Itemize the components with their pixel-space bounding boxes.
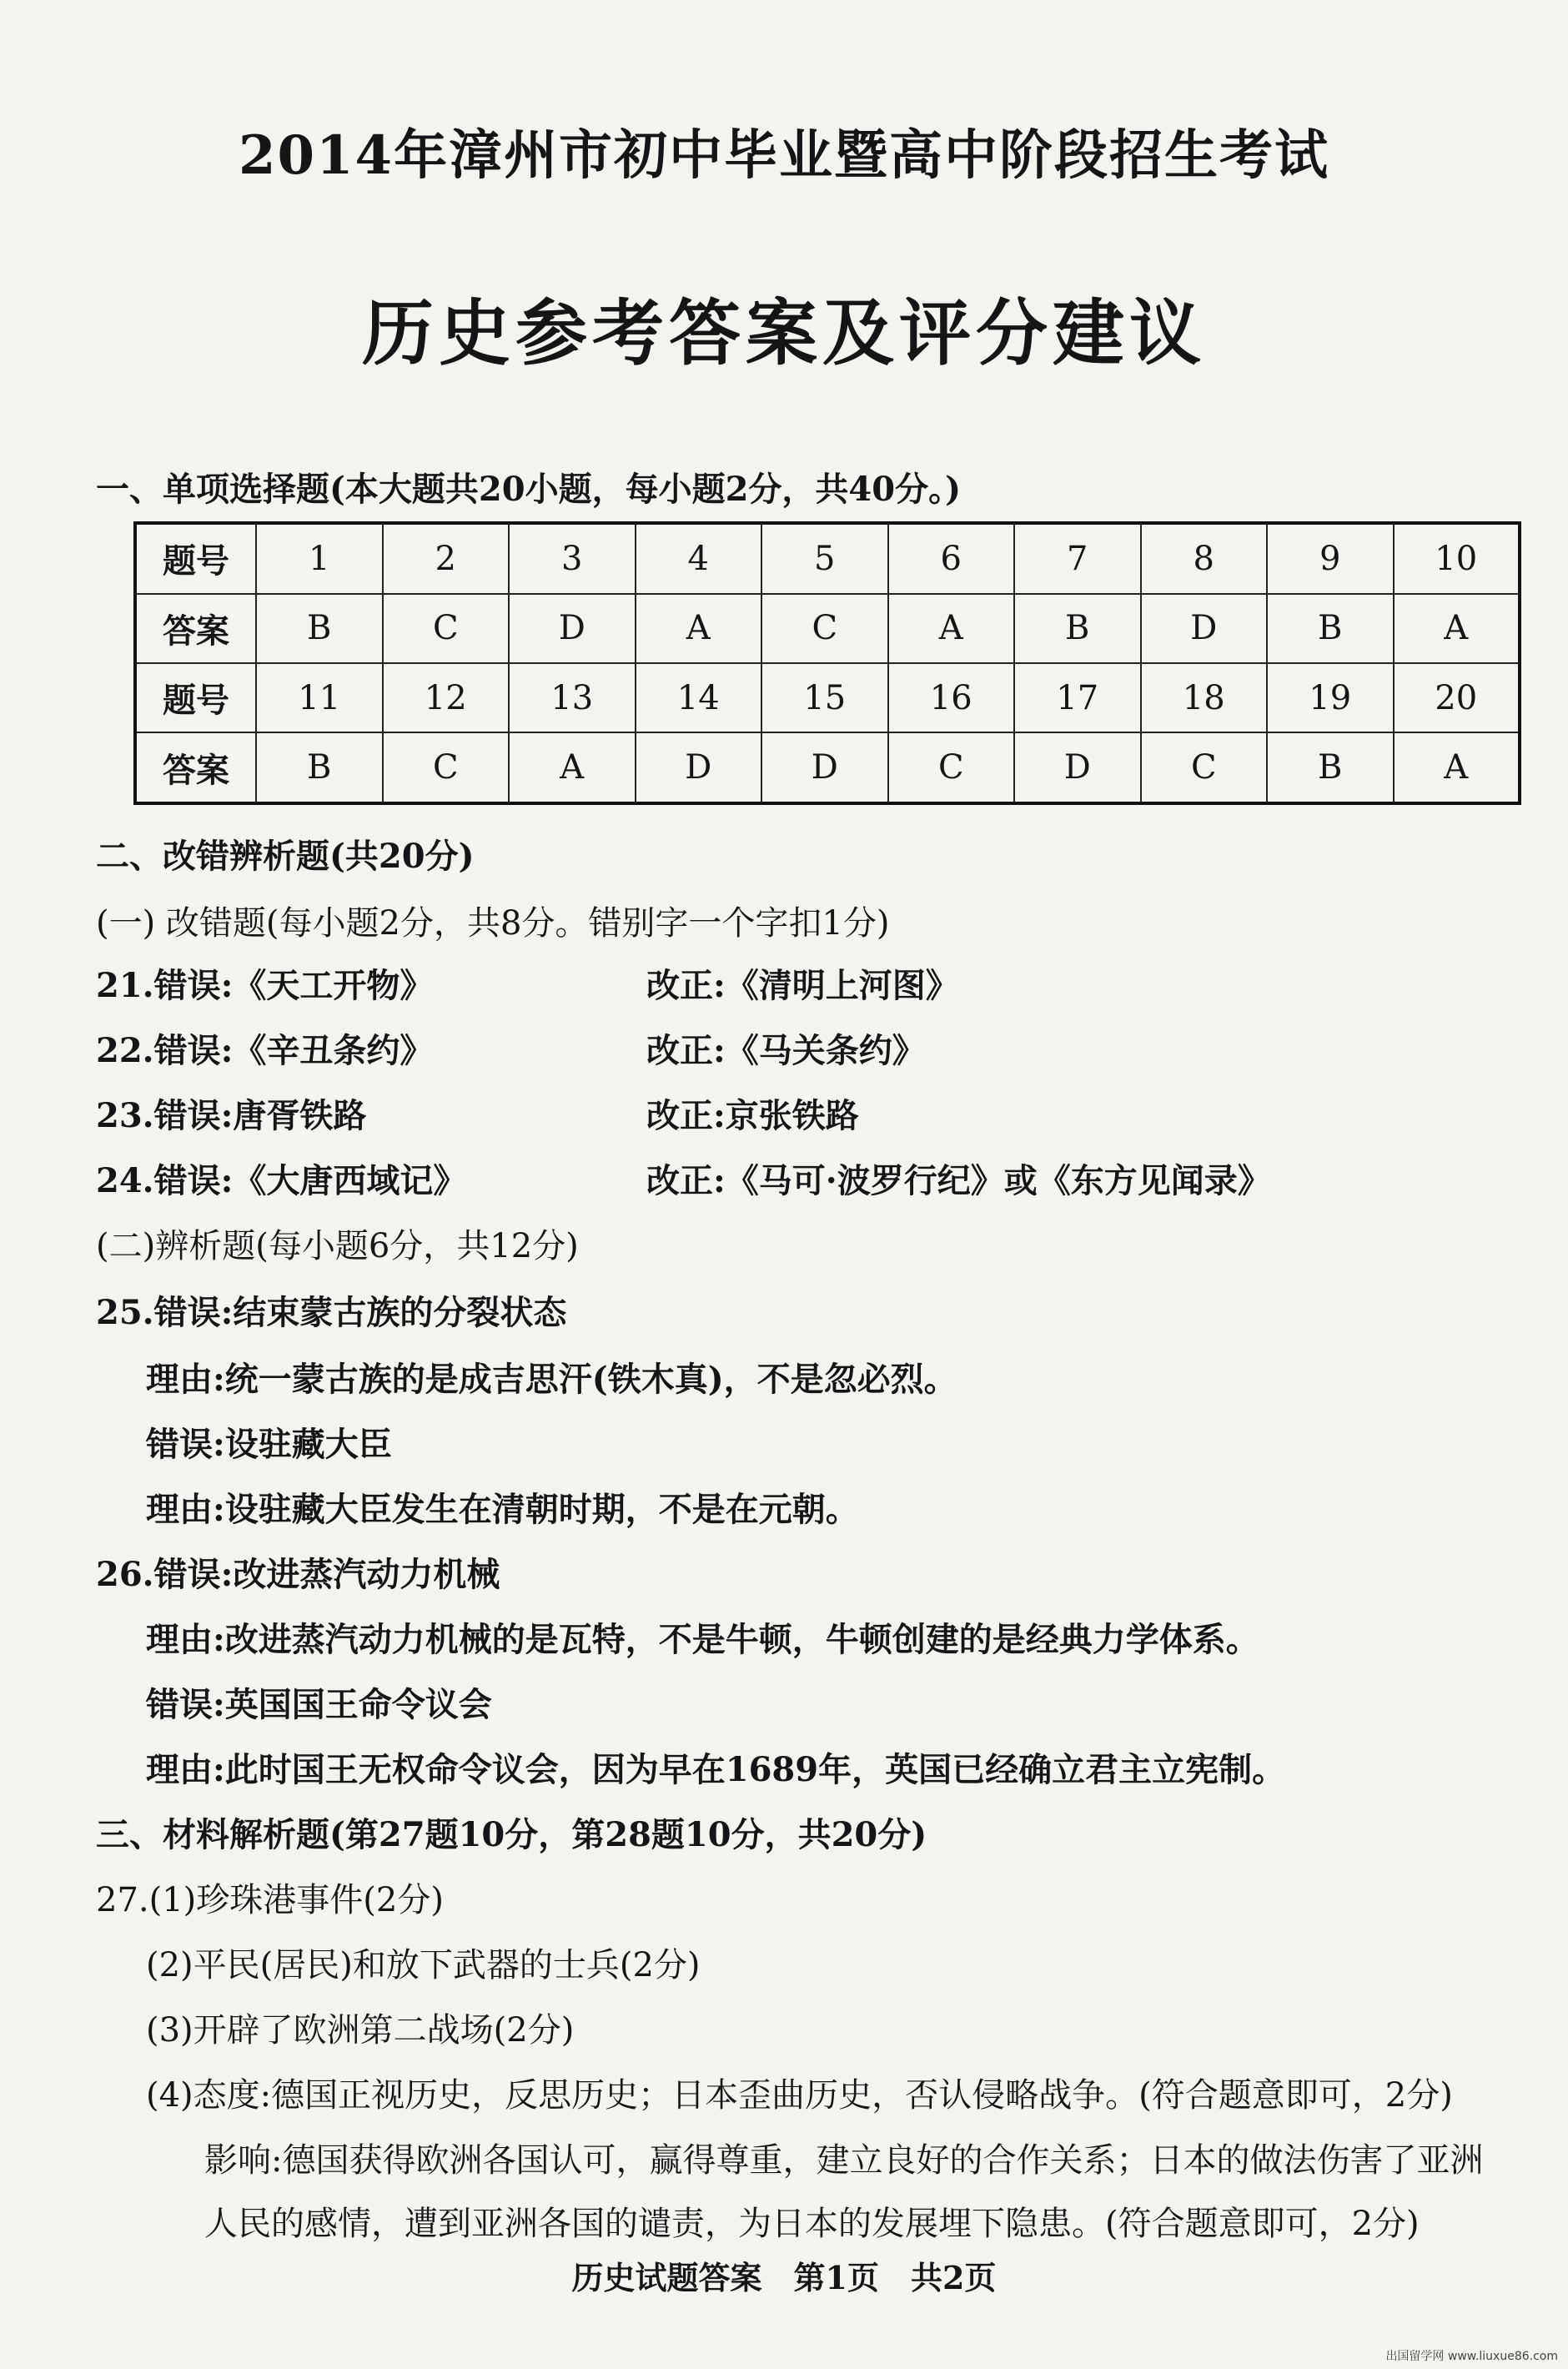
table-row — [135, 523, 1520, 594]
table-cell: B — [256, 594, 383, 663]
page-footer: 历史试题答案 第1页 共2页 — [571, 2259, 997, 2296]
row-label: 题号 — [135, 663, 256, 732]
table-cell: 19 — [1267, 663, 1394, 732]
table-cell: D — [636, 732, 762, 803]
table-cell: 8 — [1141, 523, 1268, 594]
table-cell: B — [1014, 594, 1141, 663]
table-cell: D — [761, 732, 888, 803]
q25-line4: 理由:设驻藏大臣发生在清朝时期，不是在元朝。 — [146, 1490, 859, 1529]
table-cell: C — [888, 732, 1015, 803]
q21-wrong: 21.错误:《天工开物》 — [96, 966, 434, 1005]
table-cell: 7 — [1014, 523, 1141, 594]
q27-line4: (4)态度:德国正视历史，反思历史；日本歪曲历史，否认侵略战争。(符合题意即可，2分) — [146, 2076, 1453, 2115]
document-subtitle: 历史参考答案及评分建议 — [362, 291, 1206, 375]
table-row — [135, 594, 1520, 663]
section1-heading: 一、单项选择题(本大题共20小题，每小题2分，共40分。) — [96, 470, 962, 509]
section2-heading: 二、改错辨析题(共20分) — [96, 837, 475, 876]
part2-heading: (二)辨析题(每小题6分，共12分) — [96, 1227, 579, 1265]
q24-wrong: 24.错误:《大唐西域记》 — [96, 1161, 467, 1200]
table-cell: C — [383, 732, 510, 803]
table-cell: C — [761, 594, 888, 663]
q26-line1: 26.错误:改进蒸汽动力机械 — [96, 1555, 500, 1594]
table-cell: C — [1141, 732, 1268, 803]
q27-line6: 人民的感情，遭到亚洲各国的谴责，为日本的发展埋下隐患。(符合题意即可，2分) — [204, 2205, 1420, 2243]
table-cell: 12 — [383, 663, 510, 732]
q26-line4: 理由:此时国王无权命令议会，因为早在1689年，英国已经确立君主立宪制。 — [146, 1750, 1286, 1789]
table-cell: A — [1394, 732, 1520, 803]
table-cell: D — [1141, 594, 1268, 663]
table-cell: A — [1394, 594, 1520, 663]
table-cell: A — [888, 594, 1015, 663]
table-cell: 2 — [383, 523, 510, 594]
table-cell: 1 — [256, 523, 383, 594]
table-cell: A — [509, 732, 636, 803]
q24-fix: 改正:《马可·波罗行纪》或《东方见闻录》 — [646, 1161, 1271, 1200]
row-label: 答案 — [135, 594, 256, 663]
table-cell: A — [636, 594, 762, 663]
q27-line1: 27.(1)珍珠港事件(2分) — [96, 1881, 444, 1919]
table-cell: 16 — [888, 663, 1015, 732]
q26-line2: 理由:改进蒸汽动力机械的是瓦特，不是牛顿，牛顿创建的是经典力学体系。 — [146, 1620, 1259, 1659]
q25-line1: 25.错误:结束蒙古族的分裂状态 — [96, 1293, 567, 1332]
table-cell: 14 — [636, 663, 762, 732]
row-label: 题号 — [135, 523, 256, 594]
q27-line3: (3)开辟了欧洲第二战场(2分) — [146, 2011, 575, 2050]
table-cell: 11 — [256, 663, 383, 732]
table-cell: D — [509, 594, 636, 663]
table-cell: 5 — [761, 523, 888, 594]
table-cell: 17 — [1014, 663, 1141, 732]
table-cell: B — [1267, 732, 1394, 803]
part1-heading: (一) 改错题(每小题2分，共8分。错别字一个字扣1分) — [96, 904, 890, 943]
q25-line3: 错误:设驻藏大臣 — [146, 1425, 392, 1464]
q27-line2: (2)平民(居民)和放下武器的士兵(2分) — [146, 1946, 701, 1984]
table-cell: 10 — [1394, 523, 1520, 594]
q26-line3: 错误:英国国王命令议会 — [146, 1685, 492, 1724]
q23-fix: 改正:京张铁路 — [646, 1096, 859, 1135]
table-cell: C — [383, 594, 510, 663]
q22-fix: 改正:《马关条约》 — [646, 1031, 926, 1070]
q25-line2: 理由:统一蒙古族的是成吉思汗(铁木真)，不是忽必烈。 — [146, 1360, 957, 1399]
table-cell: B — [1267, 594, 1394, 663]
table-cell: D — [1014, 732, 1141, 803]
table-cell: 6 — [888, 523, 1015, 594]
table-cell: 18 — [1141, 663, 1268, 732]
table-cell: 9 — [1267, 523, 1394, 594]
table-cell: 4 — [636, 523, 762, 594]
table-row — [135, 663, 1520, 732]
site-watermark: 出国留学网 www.liuxue86.com — [1385, 2350, 1558, 2363]
table-cell: 3 — [509, 523, 636, 594]
table-cell: B — [256, 732, 383, 803]
exam-title: 2014年漳州市初中毕业暨高中阶段招生考试 — [238, 124, 1330, 187]
section3-heading: 三、材料解析题(第27题10分，第28题10分，共20分) — [96, 1815, 927, 1854]
row-label: 答案 — [135, 732, 256, 803]
q27-line5: 影响:德国获得欧洲各国认可，赢得尊重，建立良好的合作关系；日本的做法伤害了亚洲 — [204, 2141, 1484, 2180]
table-row — [135, 732, 1520, 803]
q21-fix: 改正:《清明上河图》 — [646, 966, 959, 1005]
q23-wrong: 23.错误:唐胥铁路 — [96, 1096, 367, 1135]
table-cell: 20 — [1394, 663, 1520, 732]
q22-wrong: 22.错误:《辛丑条约》 — [96, 1031, 434, 1070]
table-cell: 15 — [761, 663, 888, 732]
answer-table — [133, 521, 1521, 805]
table-cell: 13 — [509, 663, 636, 732]
